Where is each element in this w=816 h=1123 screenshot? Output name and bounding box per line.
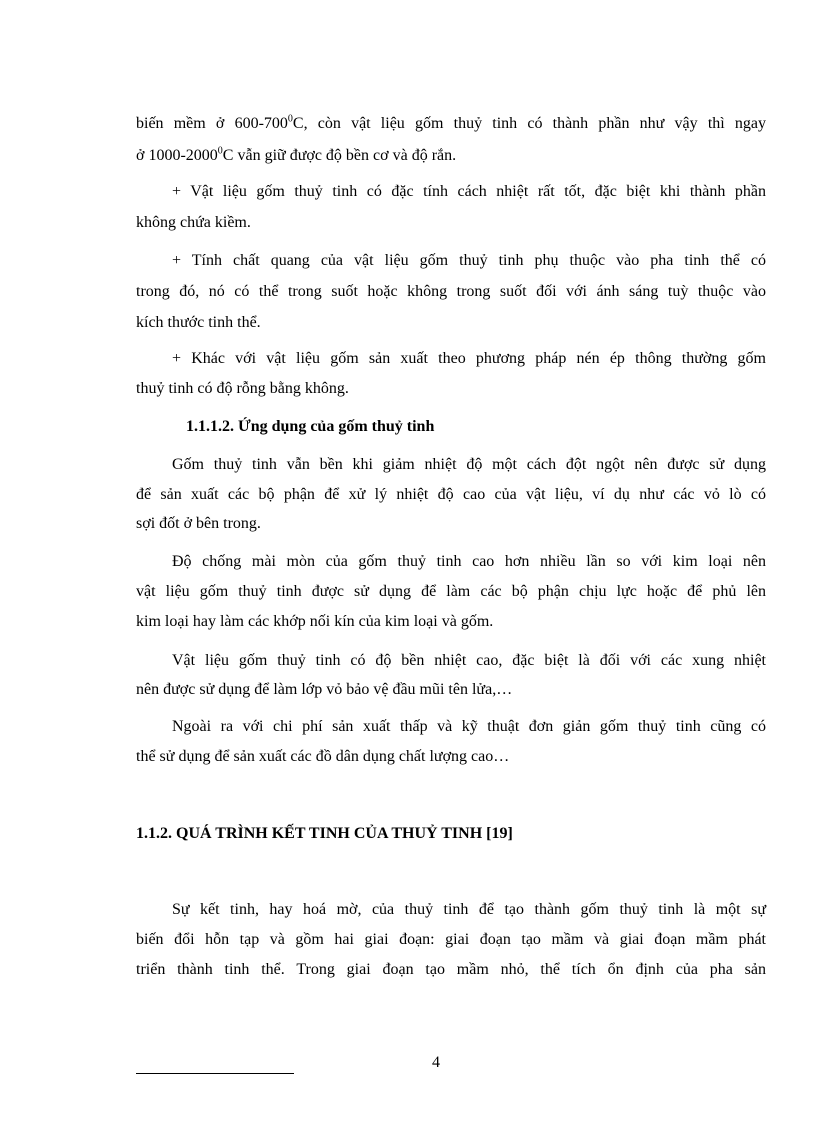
section-heading: 1.1.1.2. Ứng dụng của gốm thuỷ tinh: [186, 418, 435, 435]
paragraph-line: Vật liệu gốm thuỷ tinh có độ bền nhiệt cao, đặc biệt là đối với các xung nhiệt: [172, 652, 766, 669]
paragraph-line: để sản xuất các bộ phận để xử lý nhiệt độ cao của vật liệu, ví dụ như các vỏ lò có: [136, 486, 766, 503]
bullet-line: kích thước tinh thể.: [136, 314, 261, 331]
paragraph-line: Sự kết tinh, hay hoá mờ, của thuỷ tinh để tạo thành gốm thuỷ tinh là một sự: [172, 901, 766, 918]
paragraph-line: nên được sử dụng để làm lớp vỏ bảo vệ đầu mũi tên lửa,…: [136, 681, 513, 698]
paragraph-line: Gốm thuỷ tinh vẫn bền khi giảm nhiệt độ một cách đột ngột nên được sử dụng: [172, 456, 766, 473]
bullet-line: thuỷ tinh có độ rỗng bằng không.: [136, 380, 349, 397]
section-heading: 1.1.2. QUÁ TRÌNH KẾT TINH CỦA THUỶ TINH [19]: [136, 825, 513, 842]
footnote-separator: [136, 1073, 294, 1074]
paragraph-line: biến đổi hỗn tạp và gồm hai giai đoạn: giai đoạn tạo mầm và giai đoạn mầm phát: [136, 931, 766, 948]
bullet-line: trong đó, nó có thể trong suốt hoặc không trong suốt đối với ánh sáng tuỳ thuộc vào: [136, 283, 766, 300]
paragraph-line: triển thành tinh thể. Trong giai đoạn tạo mầm nhỏ, thể tích ổn định của pha sản: [136, 961, 766, 978]
paragraph-line: Ngoài ra với chi phí sản xuất thấp và kỹ thuật đơn giản gốm thuỷ tinh cũng có: [172, 718, 766, 735]
paragraph-line: vật liệu gốm thuỷ tinh được sử dụng để làm các bộ phận chịu lực hoặc để phủ lên: [136, 583, 766, 600]
bullet-line: không chứa kiềm.: [136, 214, 251, 231]
paragraph-line: biến mềm ở $600-700^0C$, còn vật liệu gốm thuỷ tinh có thành phần như vậy thì ngay: [136, 113, 767, 132]
bullet-line: + Tính chất quang của vật liệu gốm thuỷ tinh phụ thuộc vào pha tinh thể có: [172, 252, 766, 269]
paragraph-line: sợi đốt ở bên trong.: [136, 515, 261, 532]
paragraph-line: thể sử dụng để sản xuất các đồ dân dụng chất lượng cao…: [136, 748, 510, 765]
paragraph-line: Độ chống mài mòn của gốm thuỷ tinh cao hơn nhiều lần so với kim loại nên: [172, 553, 766, 570]
paragraph-line: kim loại hay làm các khớp nối kín của kim loại và gốm.: [136, 613, 494, 630]
paragraph-line: ở 1000-2000$^0$C vẫn giữ được độ bền cơ và độ rắn.: [136, 145, 457, 164]
bullet-line: + Vật liệu gốm thuỷ tinh có đặc tính cách nhiệt rất tốt, đặc biệt khi thành phần: [172, 183, 766, 200]
bullet-line: + Khác với vật liệu gốm sản xuất theo phương pháp nén ép thông thường gốm: [172, 350, 766, 367]
page-number: 4: [432, 1054, 440, 1071]
